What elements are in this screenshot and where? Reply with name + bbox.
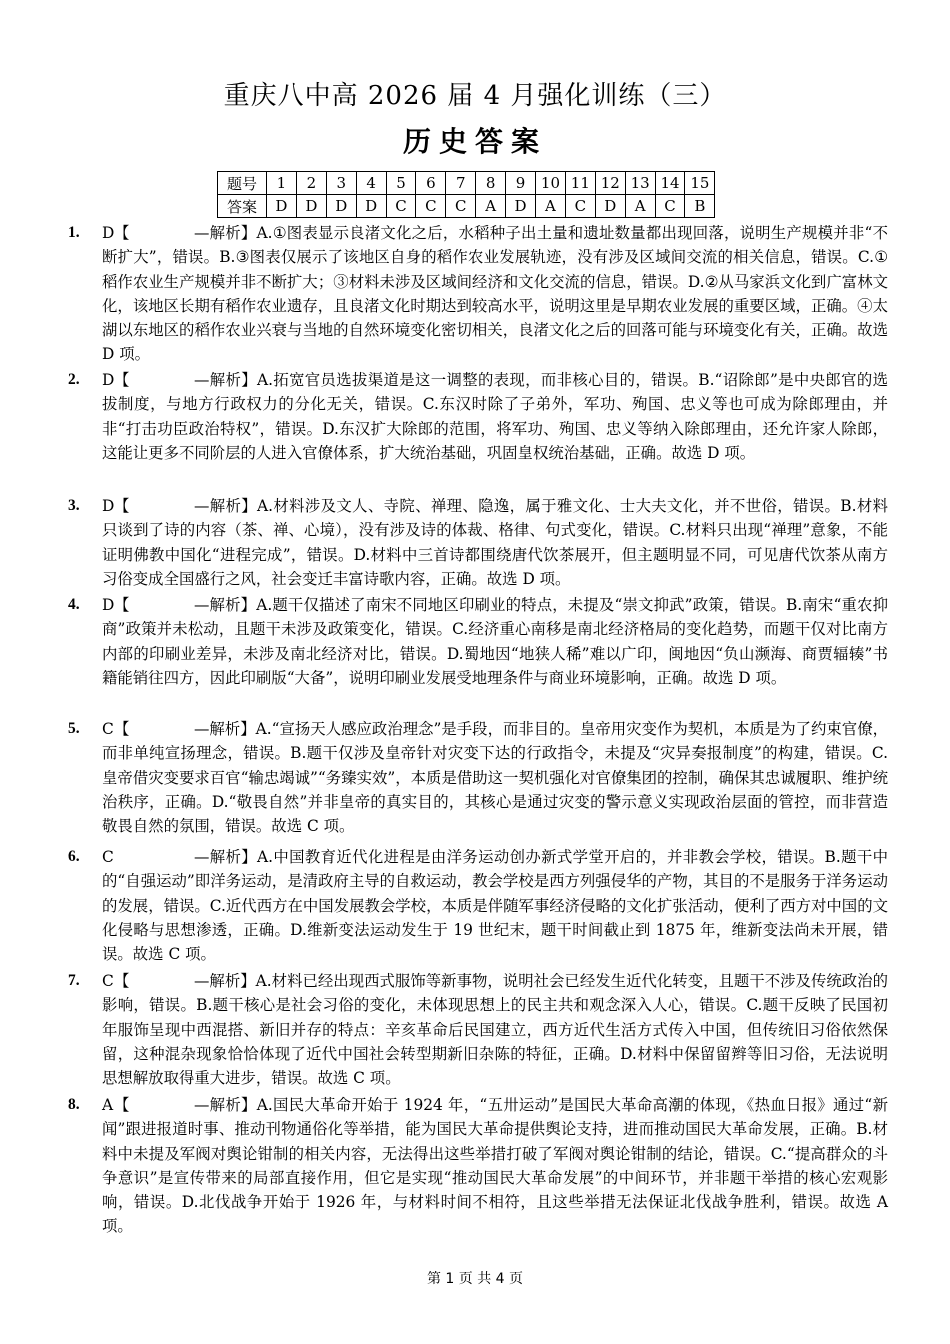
page-footer: 第 1 页 共 4 页: [426, 1271, 524, 1287]
analysis-tag: 解析】: [209, 596, 257, 614]
question-number-label: 2.: [68, 371, 80, 388]
analysis-text: A.材料已经出现西式服饰等新事物，说明社会已经发生近代化转变，且题干不涉及传统政治的影响，错误。B.题干核心是社会习俗的变化，未体现思想上的民主共和观念深入人心，错误。C.题干反映了民国初年服饰呈现中西混搭、新旧并存的特点：辛亥革命后民国建立，西方近代生活方式传入中国，但传统旧习俗依然保留，这种混杂现象恰恰体现了近代中国社会转型期新旧杂陈的特征，正确。D.材料中保留留辫等旧习俗，无法说明思想解放取得重大进步，错误。故选 C 项。: [102, 972, 888, 1088]
question-answer: D: [102, 497, 115, 515]
question-number: 13: [625, 172, 655, 195]
dash-mark: —: [194, 224, 210, 242]
question-item: [68, 969, 888, 1090]
analysis-text: A.拓宽官员选拔渠道是这一调整的表现，而非核心目的，错误。B.“诏除郎”是中央郎官的选拔制度，与地方行政权力的分化无关，错误。C.东汉时除了子弟外，军功、殉国、忠义等也可成为除郎理由，并非“打击功臣政治特权”，错误。D.东汉扩大除郎的范围，将军功、殉国、忠义等纳入除郎理由，还允许家人除郎，这能让更多不同阶层的人进入官僚体系，扩大统治基础，巩固皇权统治基础，正确。故选 D 项。: [102, 371, 888, 462]
question-answer: A: [102, 1096, 114, 1114]
question-number-label: 1.: [68, 224, 80, 241]
question-number: 15: [685, 172, 715, 195]
question-item: [68, 717, 888, 838]
bracket-mark: 【: [114, 1096, 130, 1114]
question-item: [68, 221, 888, 367]
question-number: 9: [506, 172, 536, 195]
answer-cell: B: [685, 195, 715, 218]
question-answer: D: [102, 596, 115, 614]
answer-cell: D: [267, 195, 297, 218]
dash-mark: —: [194, 596, 210, 614]
answer-cell: C: [446, 195, 476, 218]
question-number-label: 8.: [68, 1096, 80, 1113]
question-item: [68, 593, 888, 690]
answer-cell: D: [595, 195, 625, 218]
analysis-text: A.题干仅描述了南宋不同地区印刷业的特点，未提及“崇文抑武”政策，错误。B.南宋“重农抑商”政策并未松动，且题干未涉及政策变化，错误。C.经济重心南移是南北经济格局的变化趋势，而题干仅对比南方内部的印刷业差异，未涉及南北经济对比，错误。D.蜀地因“地狭人稀”难以广印，闽地因“负山濒海、商贾辐辏”书籍能销往四方，因此印刷版“大备”，说明印刷业发展受地理条件与商业环境影响，正确。故选 D 项。: [102, 596, 888, 687]
answer-cell: C: [416, 195, 446, 218]
answer-cell: D: [296, 195, 326, 218]
bracket-mark: 【: [114, 224, 130, 242]
question-number-label: 6.: [68, 848, 80, 865]
analysis-tag: 解析】: [209, 1096, 257, 1114]
answer-cell: D: [356, 195, 386, 218]
answer-table: [217, 171, 715, 218]
bracket-mark: 【: [114, 371, 130, 389]
analysis-text: A.①图表显示良渚文化之后，水稻种子出土量和遗址数量都出现回落，说明生产规模并非“不断扩大”，错误。B.③图表仅展示了该地区自身的稻作农业发展轨迹，没有涉及区域间交流的相关信息，错误。C.①稻作农业生产规模并非不断扩大；③材料未涉及区域间经济和文化交流的信息，错误。D.②从马家浜文化到广富林文化，该地区长期有稻作农业遗存，且良渚文化时期达到较高水平，说明这里是早期农业发展的重要区域，正确。④太湖以东地区的稻作农业兴衰与当地的自然环境变化密切相关，良渚文化之后的回落可能与环境变化有关，正确。故选 D 项。: [102, 224, 888, 364]
question-answer: C: [102, 848, 114, 866]
question-number: 14: [655, 172, 685, 195]
answer-table-number-row: [218, 172, 715, 195]
question-item: [68, 845, 888, 966]
question-item: [68, 368, 888, 465]
bracket-mark: 【: [114, 497, 130, 515]
answer-cell: A: [536, 195, 566, 218]
page-subtitle: 历史答案: [402, 125, 547, 158]
question-number: 12: [595, 172, 625, 195]
question-number-label: 7.: [68, 972, 80, 989]
question-number: 11: [565, 172, 595, 195]
dash-mark: —: [194, 497, 210, 515]
answer-table-answer-row: [218, 195, 715, 218]
dash-mark: —: [194, 848, 210, 866]
page-title: 重庆八中高 2026 届 4 月强化训练（三）: [223, 81, 727, 111]
question-number: 3: [326, 172, 356, 195]
question-item: [68, 1093, 888, 1239]
analysis-text: A.国民大革命开始于 1924 年，“五卅运动”是国民大革命高潮的体现，《热血日报》通过“新闻”跟进报道时事、推动刊物通俗化等举措，能为国民大革命提供舆论支持，进而推动国民大革命发展，正确。B.材料中未提及军阀对舆论钳制的相关内容，无法得出这些举措打破了军阀对舆论钳制的结论，错误。C.“提高群众的斗争意识”是宣传带来的局部直接作用，但它是实现“推动国民大革命发展”的中间环节，并非题干举措的核心宏观影响，错误。D.北伐战争开始于 1926 年，与材料时间不相符，且这些举措无法保证北伐战争胜利，错误。故选 A 项。: [102, 1096, 888, 1236]
answer-cell: C: [386, 195, 416, 218]
answer-cell: D: [506, 195, 536, 218]
answer-row-label: 答案: [218, 195, 267, 218]
question-answer: C: [102, 720, 114, 738]
dash-mark: —: [194, 371, 210, 389]
analysis-tag: 解析】: [209, 371, 257, 389]
question-answer: C: [102, 972, 114, 990]
question-number: 10: [536, 172, 566, 195]
number-row-label: 题号: [218, 172, 267, 195]
question-answer: D: [102, 224, 115, 242]
question-number: 1: [267, 172, 297, 195]
analysis-text: A.中国教育近代化进程是由洋务运动创办新式学堂开启的，并非教会学校，错误。B.题干中的“自强运动”即洋务运动，是清政府主导的自救运动，教会学校是西方列强侵华的产物，其目的不是服务于洋务运动的发展，错误。C.近代西方在中国发展教会学校，本质是伴随军事经济侵略的文化扩张活动，便利了西方对中国的文化侵略与思想渗透，正确。D.维新变法运动发生于 19 世纪末，题干时间截止到 1875 年，维新变法尚未开展，错误。故选 C 项。: [102, 848, 888, 964]
answer-cell: C: [565, 195, 595, 218]
analysis-tag: 解析】: [209, 224, 257, 242]
dash-mark: —: [194, 1096, 210, 1114]
analysis-tag: 解析】: [209, 972, 256, 990]
analysis-tag: 解析】: [209, 497, 257, 515]
question-number: 2: [296, 172, 326, 195]
question-number: 6: [416, 172, 446, 195]
analysis-text: A.材料涉及文人、寺院、禅理、隐逸，属于雅文化、士大夫文化，并不世俗，错误。B.材料只谈到了诗的内容（茶、禅、心境），没有涉及诗的体裁、格律、句式变化，错误。C.材料只出现“禅理”意象，不能证明佛教中国化“进程完成”，错误。D.材料中三首诗都围绕唐代饮茶展开，但主题明显不同，可见唐代饮茶从南方习俗变成全国盛行之风，社会变迁丰富诗歌内容，正确。故选 D 项。: [102, 497, 888, 588]
analysis-tag: 解析】: [209, 720, 256, 738]
question-number: 4: [356, 172, 386, 195]
dash-mark: —: [194, 720, 210, 738]
question-number: 5: [386, 172, 416, 195]
answer-cell: C: [655, 195, 685, 218]
dash-mark: —: [194, 972, 210, 990]
analysis-tag: 解析】: [209, 848, 257, 866]
question-item: [68, 494, 888, 591]
bracket-mark: 【: [114, 596, 130, 614]
question-number-label: 4.: [68, 596, 80, 613]
question-number: 8: [476, 172, 506, 195]
question-answer: D: [102, 371, 115, 389]
answer-cell: D: [326, 195, 356, 218]
analysis-text: A.“宣扬天人感应政治理念”是手段，而非目的。皇帝用灾变作为契机，本质是为了约束官僚，而非单纯宣扬理念，错误。B.题干仅涉及皇帝针对灾变下达的行政指令，未提及“灾异奏报制度”的构建，错误。C.皇帝借灾变要求百官“输忠竭诚”“务臻实效”，本质是借助这一契机强化对官僚集团的控制，确保其忠诚履职、维护统治秩序，正确。D.“敬畏自然”并非皇帝的真实目的，其核心是通过灾变的警示意义实现政治层面的管控，而非营造敬畏自然的氛围，错误。故选 C 项。: [102, 720, 888, 836]
bracket-mark: 【: [114, 720, 130, 738]
question-number-label: 5.: [68, 720, 80, 737]
bracket-mark: 【: [114, 972, 130, 990]
question-number-label: 3.: [68, 497, 80, 514]
question-number: 7: [446, 172, 476, 195]
answer-cell: A: [625, 195, 655, 218]
answer-cell: A: [476, 195, 506, 218]
